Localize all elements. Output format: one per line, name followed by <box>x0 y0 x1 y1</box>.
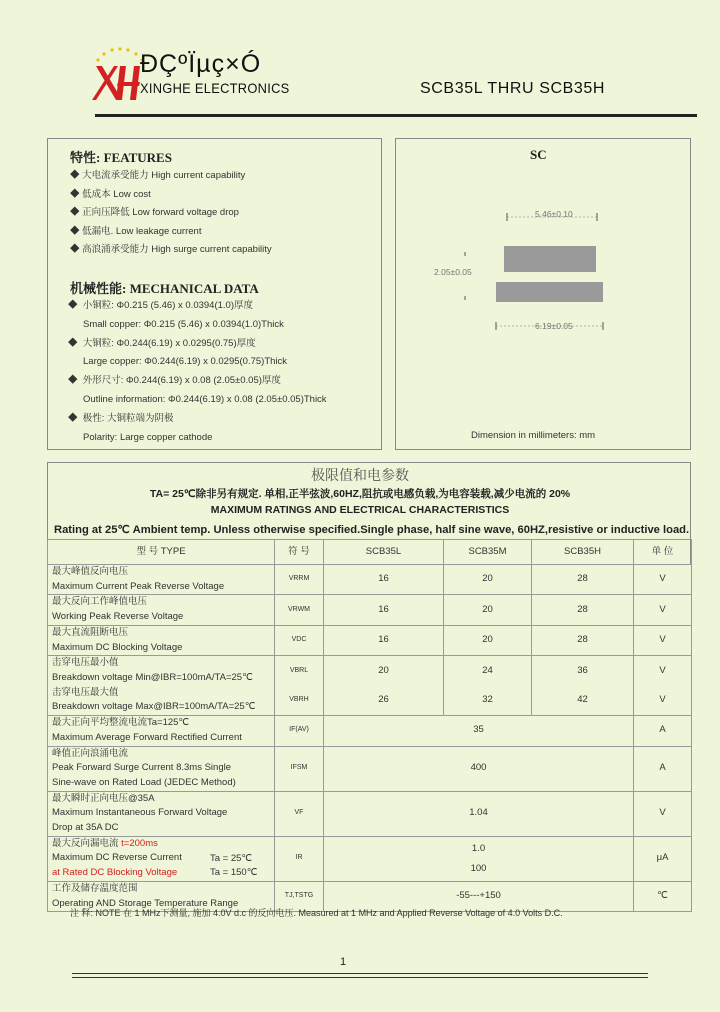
table-row <box>48 746 692 791</box>
param-cn: 最大正向平均整流电流Ta=125℃ <box>52 717 190 729</box>
unit: A <box>634 716 692 746</box>
feature-item: ◆ 大电流承受能力 High current capability <box>70 170 246 181</box>
feature-item: ◆ 低漏电. Low leakage current <box>70 225 202 237</box>
param-cn: 最大反向工作峰值电压 <box>52 596 148 608</box>
param-cn: 最大直流阻断电压 <box>52 626 129 638</box>
mechanical-item: Large copper: Φ0.244(6.19) x 0.0295(0.75)Thick <box>83 356 288 368</box>
unit: V <box>634 656 692 686</box>
features-heading: 特性: FEATURES <box>70 150 172 165</box>
symbol: TJ,TSTG <box>275 881 324 911</box>
param-cn: 峰值正向浪涌电流 <box>52 747 129 759</box>
param-en: Peak Forward Surge Current 8.3ms Single <box>52 762 231 774</box>
condition-ta1: Ta = 25℃ <box>210 852 253 864</box>
feature-item: ◆ 高浪涌承受能力 High surge current capability <box>70 244 272 256</box>
value-m: 20 <box>444 625 532 655</box>
value-ta1: 1.0 <box>471 842 486 854</box>
table-row <box>48 791 692 836</box>
table-row <box>48 565 692 595</box>
param-cn: 击穿电压最小值 <box>52 657 119 669</box>
mechanical-item: ◆ 极性: 大铜粒端为阴极 <box>68 412 174 424</box>
col-unit: 单 位 <box>634 540 692 565</box>
footer-rule-1 <box>72 973 648 974</box>
features-list <box>70 167 272 260</box>
mechanical-heading: 机械性能: MECHANICAL DATA <box>70 281 259 296</box>
dim-left-label: 2.05±0.05 <box>434 267 472 277</box>
value-h: 36 <box>532 656 634 686</box>
symbol: IFSM <box>275 746 324 791</box>
mechanical-list <box>68 297 327 447</box>
dim-bottom-label: 6.19±0.05 <box>535 321 573 331</box>
condition-ta2: Ta = 150℃ <box>210 866 258 878</box>
value-all: 1.04 <box>324 791 634 836</box>
unit: V <box>634 565 692 595</box>
ratings-table-body <box>47 539 692 912</box>
col-scb35h: SCB35H <box>532 540 634 565</box>
unit: V <box>634 791 692 836</box>
param-cn: 击穿电压最大值 <box>52 686 119 698</box>
value-all: -55---+150 <box>324 881 634 911</box>
ratings-title-en: MAXIMUM RATINGS AND ELECTRICAL CHARACTERISTICS <box>210 504 510 516</box>
param-cn: 最大反向漏电流 <box>52 837 119 849</box>
value-h: 28 <box>532 625 634 655</box>
table-row <box>48 625 692 655</box>
value-m: 20 <box>444 565 532 595</box>
package-title: SC <box>530 147 547 162</box>
dim-top-label: 5.46±0.10 <box>535 209 573 219</box>
ratings-note-cn: TA= 25℃除非另有规定. 单相,正半弦波,60HZ,阻抗或电感负载,为电容装载,减少电流的 20% <box>149 488 571 500</box>
table-header-row <box>48 540 692 565</box>
symbol: VBRL <box>275 656 324 686</box>
footnote: 注 释: NOTE 在 1 MHz下测量, 施加 4.0V d.c 的反向电压. Measured at 1 MHz and Applied Reverse Voltage of 4.0 Volts D.C. <box>70 908 563 918</box>
table-row <box>48 716 692 746</box>
param-en: Maximum DC Reverse Current <box>52 852 182 864</box>
unit: A <box>634 746 692 791</box>
unit: ℃ <box>634 881 692 911</box>
param-en: Working Peak Reverse Voltage <box>52 611 184 623</box>
value-l: 20 <box>324 656 444 686</box>
header-rule <box>95 114 697 117</box>
unit: μA <box>634 836 692 881</box>
brand-name-en: XINGHE ELECTRONICS <box>140 80 290 96</box>
mechanical-item: Small copper: Φ0.215 (5.46) x 0.0394(1.0)Thick <box>83 318 284 330</box>
col-symbol: 符 号 <box>275 540 324 565</box>
unit: V <box>634 595 692 625</box>
param-en: Maximum Instantaneous Forward Voltage <box>52 807 228 819</box>
table-row <box>48 686 692 716</box>
mechanical-item: ◆ 大铜粒: Φ0.244(6.19) x 0.0295(0.75)厚度 <box>68 337 256 349</box>
symbol: VBRH <box>275 686 324 716</box>
value-h: 42 <box>532 686 634 716</box>
feature-item: ◆ 低成本 Low cost <box>70 188 151 200</box>
param-en: Maximum Average Forward Rectified Current <box>52 731 242 743</box>
document-title: SCB35L THRU SCB35H <box>420 80 606 97</box>
mechanical-item: Polarity: Large copper cathode <box>83 431 213 443</box>
param-en: Maximum Current Peak Reverse Voltage <box>52 580 225 592</box>
footer-rule-2 <box>72 977 648 978</box>
table-row <box>48 595 692 625</box>
param-en-note: at Rated DC Blocking Voltage <box>52 867 178 879</box>
value-l: 16 <box>324 565 444 595</box>
col-scb35m: SCB35M <box>444 540 532 565</box>
table-row <box>48 836 692 881</box>
symbol: VRRM <box>275 565 324 595</box>
value-all: 35 <box>324 716 634 746</box>
value-h: 28 <box>532 595 634 625</box>
feature-item: ◆ 正向压降低 Low forward voltage drop <box>70 207 239 219</box>
symbol: IR <box>275 836 324 881</box>
value-m: 24 <box>444 656 532 686</box>
table-row <box>48 656 692 686</box>
param-en: Sine-wave on Rated Load (JEDEC Method) <box>52 776 236 788</box>
param-cn: 最大瞬时正向电压@35A <box>52 792 155 804</box>
value-m: 20 <box>444 595 532 625</box>
mechanical-item: Outline information: Φ0.244(6.19) x 0.08 (2.05±0.05)Thick <box>83 393 327 405</box>
value-all: 400 <box>324 746 634 791</box>
mechanical-item: ◆ 小铜粒: Φ0.215 (5.46) x 0.0394(1.0)厚度 <box>68 300 253 311</box>
value-l: 16 <box>324 595 444 625</box>
param-en: Operating AND Storage Temperature Range <box>52 897 239 909</box>
value-ta2: 100 <box>470 862 487 874</box>
ratings-note-en: Rating at 25℃ Ambient temp. Unless otherwise specified.Single phase, half sine wave, 60HZ,resistive or inductive load. <box>54 524 690 536</box>
param-en: Breakdown voltage Max@IBR=100mA/TA=25℃ <box>52 701 256 713</box>
col-type: 型 号 TYPE <box>48 540 275 565</box>
symbol: VF <box>275 791 324 836</box>
col-scb35l: SCB35L <box>324 540 444 565</box>
page-number: 1 <box>340 956 347 968</box>
symbol: VRWM <box>275 595 324 625</box>
param-en: Breakdown voltage Min@IBR=100mA/TA=25℃ <box>52 671 253 683</box>
value-l: 26 <box>324 686 444 716</box>
value-l: 16 <box>324 625 444 655</box>
param-cn: 工作及储存温度范围 <box>52 882 138 894</box>
dimension-caption: Dimension in millimeters: mm <box>471 430 596 441</box>
param-en: Drop at 35A DC <box>52 822 119 834</box>
ratings-title-cn: 极限值和电参数 <box>311 469 409 484</box>
param-cn: 最大峰值反向电压 <box>52 566 129 577</box>
unit: V <box>634 686 692 716</box>
symbol: VDC <box>275 625 324 655</box>
param-cn-note: t=200ms <box>121 837 158 849</box>
param-en: Maximum DC Blocking Voltage <box>52 641 183 653</box>
brand-name-cn: ĐÇºÏµç×Ó <box>140 50 262 78</box>
symbol: IF(AV) <box>275 716 324 746</box>
value-m: 32 <box>444 686 532 716</box>
unit: V <box>634 625 692 655</box>
mechanical-item: ◆ 外形尺寸: Φ0.244(6.19) x 0.08 (2.05±0.05)厚度 <box>68 375 281 387</box>
value-h: 28 <box>532 565 634 595</box>
